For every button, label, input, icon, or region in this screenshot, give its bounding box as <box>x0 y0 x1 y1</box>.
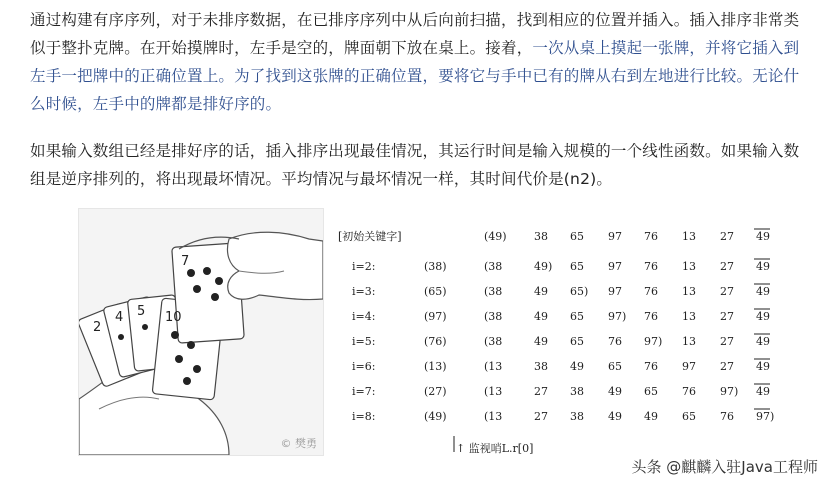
row-value: (13 <box>484 360 503 373</box>
insertion-sort-trace-table <box>338 226 782 456</box>
row-value: 65 <box>608 360 622 373</box>
row-value: 49 <box>608 385 622 398</box>
card-rank-4: 4 <box>115 310 124 325</box>
row-value: 27 <box>720 260 734 273</box>
row-value: 49 <box>756 285 770 298</box>
row-value: 13 <box>682 285 696 298</box>
row-value: 49 <box>534 310 548 323</box>
trace-rows <box>352 229 774 452</box>
image-credit: © 樊勇 <box>280 437 317 450</box>
card-rank-7: 7 <box>181 254 190 269</box>
row-value: 76 <box>644 260 658 273</box>
intro-text: 通过构建有序序列，对于未排序数据，在已排序序列中从后向前扫描，找到相应的位置并插入。插入排序非常类似于整扑克牌。在开始摸牌时，左手是空的，牌面朝下放在桌上。接着， <box>30 11 800 57</box>
sentinel-footer-label: ↑ 监视哨L.r[0] <box>456 442 534 455</box>
row-value: 97 <box>608 285 622 298</box>
row-label: i=2: <box>352 260 376 273</box>
row-value: 38 <box>534 360 548 373</box>
header-value: (49) <box>484 230 507 243</box>
row-value: 49 <box>756 310 770 323</box>
row-value: 49 <box>756 260 770 273</box>
row-value: 27 <box>720 285 734 298</box>
insertion-sort-trace-figure <box>338 226 782 456</box>
row-value: 49 <box>534 285 548 298</box>
card-fan <box>79 243 244 400</box>
row-label: i=8: <box>352 410 376 423</box>
header-value: 38 <box>534 230 548 243</box>
watermark: 头条 @麒麟入驻Java工程师 <box>631 458 818 476</box>
row-value: (38 <box>484 260 503 273</box>
row-value: 97 <box>682 360 696 373</box>
row-value: 49 <box>570 360 584 373</box>
sentinel-value: (76) <box>424 335 447 348</box>
row-value: 49) <box>534 260 553 273</box>
row-value: 65 <box>570 260 584 273</box>
row-value: 49 <box>756 360 770 373</box>
sentinel-value: (49) <box>424 410 447 423</box>
row-value: 76 <box>644 360 658 373</box>
row-value: 27 <box>534 410 548 423</box>
header-value: 76 <box>644 230 658 243</box>
sentinel-value: (27) <box>424 385 447 398</box>
row-value: 97) <box>756 410 775 423</box>
row-value: 27 <box>720 360 734 373</box>
row-value: 27 <box>534 385 548 398</box>
row-value: 97) <box>720 385 739 398</box>
row-value: 49 <box>644 410 658 423</box>
card-rank-5: 5 <box>137 304 146 319</box>
intro-highlight-text: 一次从桌上摸起一张牌，并将它插入到左手一把牌中的正确位置上。为了找到这张牌的正确位置，要将它与手中已有的牌从右到左地进行比较。无论什么时候，左手中的牌都是排好序的。 <box>30 39 800 113</box>
header-values <box>484 230 770 243</box>
header-value: 97 <box>608 230 622 243</box>
card-rank-2: 2 <box>93 320 102 335</box>
complexity-paragraph: 如果输入数组已经是排好序的话，插入排序出现最佳情况，其运行时间是输入规模的一个线性函数。如果输入数组是逆序排列的，将出现最坏情况。平均情况与最坏情况一样，其时间代价是(n2)。 <box>30 142 800 188</box>
row-value: (38 <box>484 310 503 323</box>
row-value: 76 <box>644 310 658 323</box>
row-label: i=7: <box>352 385 376 398</box>
sentinel-value: (97) <box>424 310 447 323</box>
row-value: 76 <box>682 385 696 398</box>
sentinel-value: (13) <box>424 360 447 373</box>
row-value: 65 <box>570 335 584 348</box>
row-value: 97 <box>608 260 622 273</box>
row-label: i=3: <box>352 285 376 298</box>
row-value: 27 <box>720 335 734 348</box>
row-value: (13 <box>484 385 503 398</box>
header-value: 65 <box>570 230 584 243</box>
row-value: 13 <box>682 335 696 348</box>
row-value: 38 <box>570 410 584 423</box>
row-value: 38 <box>570 385 584 398</box>
row-value: 13 <box>682 310 696 323</box>
header-value: 27 <box>720 230 734 243</box>
row-value: 49 <box>608 410 622 423</box>
hand-holding-cards-drawing <box>79 209 323 455</box>
sentinel-value: (65) <box>424 285 447 298</box>
card-rank-10: 10 <box>165 310 182 325</box>
row-value: 49 <box>756 335 770 348</box>
row-value: 13 <box>682 260 696 273</box>
row-value: 97) <box>608 310 627 323</box>
row-value: 27 <box>720 310 734 323</box>
row-label: i=4: <box>352 310 376 323</box>
header-value: 13 <box>682 230 696 243</box>
row-label: i=5: <box>352 335 376 348</box>
row-value: 65 <box>570 310 584 323</box>
row-value: 76 <box>608 335 622 348</box>
row-value: (13 <box>484 410 503 423</box>
row-value: 65 <box>682 410 696 423</box>
row-value: (38 <box>484 335 503 348</box>
row-value: 49 <box>756 385 770 398</box>
header-value: 49 <box>756 230 770 243</box>
header-label: [初始关键字] <box>338 230 402 243</box>
row-value: 65 <box>644 385 658 398</box>
row-value: (38 <box>484 285 503 298</box>
row-value: 97) <box>644 335 663 348</box>
row-label: i=6: <box>352 360 376 373</box>
sentinel-value: (38) <box>424 260 447 273</box>
row-value: 76 <box>720 410 734 423</box>
row-value: 76 <box>644 285 658 298</box>
row-value: 49 <box>534 335 548 348</box>
playing-cards-illustration <box>78 208 324 456</box>
intro-paragraph <box>30 6 810 118</box>
row-value: 65) <box>570 285 589 298</box>
